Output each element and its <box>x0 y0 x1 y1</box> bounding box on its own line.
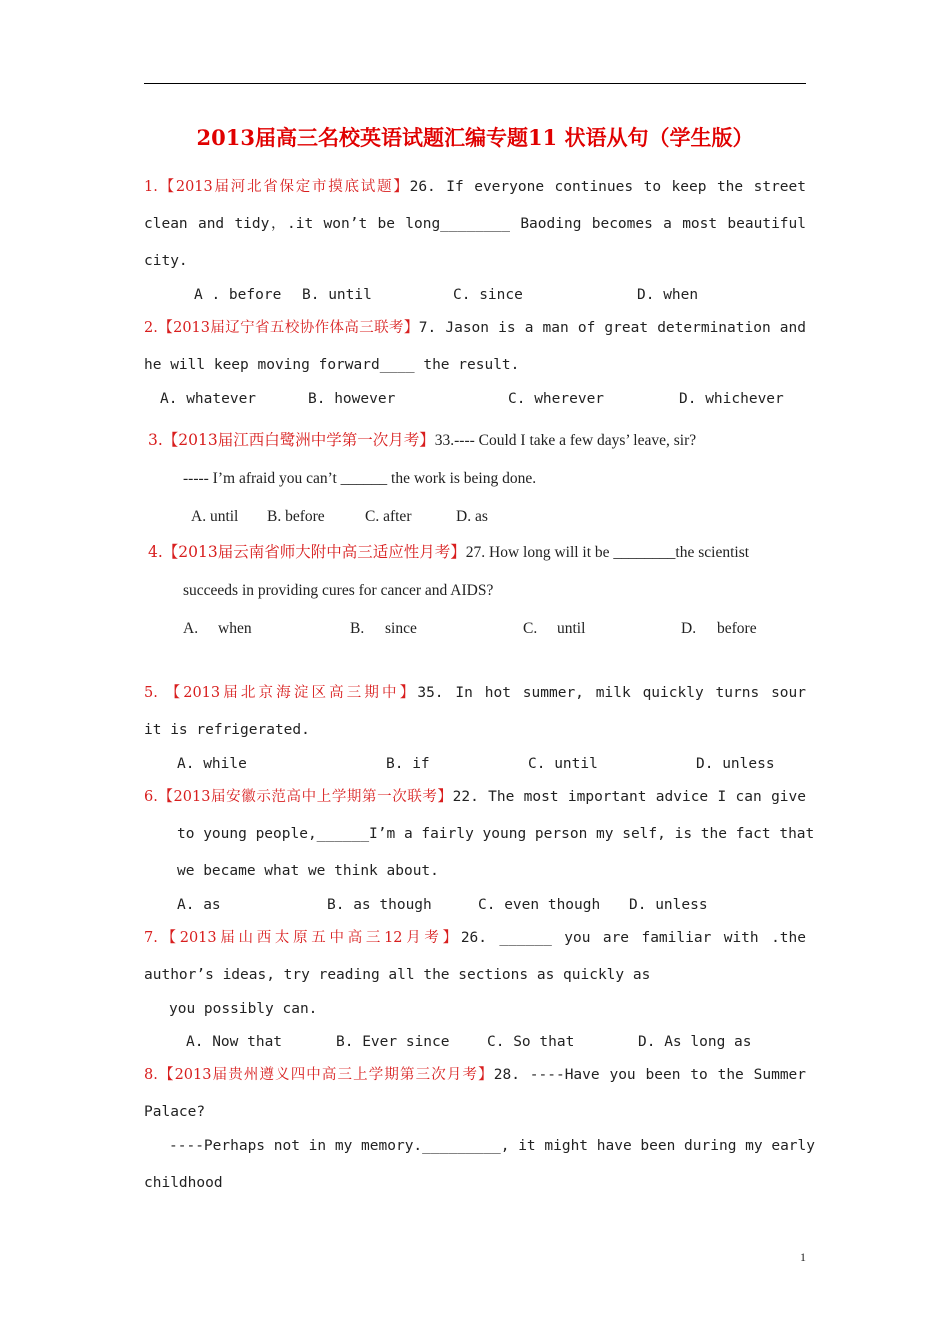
option-a: A . before <box>194 287 282 303</box>
question-8-source: 8.【2013届贵州遵义四中高三上学期第三次月考】 <box>144 1067 494 1083</box>
question-3-source: 3.【2013届江西白鹭洲中学第一次月考】 <box>148 431 435 449</box>
question-2-line-1: 2.【2013届辽宁省五校协作体高三联考】7. Jason is a man of great determination and <box>144 320 806 336</box>
option-b: B. if <box>386 756 430 772</box>
header-rule <box>144 83 806 84</box>
option-b: B. until <box>302 287 372 303</box>
option-d-letter: D. <box>681 620 697 637</box>
question-7-line-2: author’s ideas, try reading all the sections as quickly as <box>144 967 651 983</box>
question-8-line-3: ----Perhaps not in my memory._________, it might have been during my early <box>169 1138 816 1154</box>
option-d: D. whichever <box>679 391 784 407</box>
option-d: D. as <box>456 508 488 525</box>
option-a: A. as <box>177 897 221 913</box>
question-8-line-1: 8.【2013届贵州遵义四中高三上学期第三次月考】28. ----Have you been to the Summer <box>144 1067 807 1083</box>
option-a: A. Now that <box>186 1034 283 1050</box>
question-6-line-2: to young people,______I’m a fairly young person my self, is the fact that <box>177 826 815 842</box>
question-1-line-3: city. <box>144 253 188 269</box>
question-3-line-2: ----- I’m afraid you can’t ______ the work is being done. <box>183 470 537 487</box>
question-6-line-1: 6.【2013届安徽示范高中上学期第一次联考】22. The most important advice I can give <box>144 789 806 805</box>
option-a-letter: A. <box>183 620 199 637</box>
option-d: D. As long as <box>638 1034 752 1050</box>
option-d: D. unless <box>696 756 775 772</box>
question-4-line-2: succeeds in providing cures for cancer and AIDS? <box>183 582 494 599</box>
option-c-text: until <box>557 620 586 637</box>
option-b: B. before <box>267 508 325 525</box>
question-5-source: 5. 【2013届北京海淀区高三期中】 <box>144 685 418 701</box>
question-4-line-1: 4.【2013届云南省师大附中高三适应性月考】27. How long will it be ________the scientist <box>148 543 750 561</box>
question-6-line-3: we became what we think about. <box>177 863 439 879</box>
question-4-source: 4.【2013届云南省师大附中高三适应性月考】 <box>148 543 466 561</box>
option-d: D. when <box>637 287 699 303</box>
option-a-text: when <box>218 620 252 637</box>
option-c: C. since <box>453 287 523 303</box>
option-d-text: before <box>717 620 757 637</box>
option-c: C. after <box>365 508 412 525</box>
page-number: 1 <box>800 1250 806 1264</box>
option-b-text: since <box>385 620 417 637</box>
option-b: B. however <box>308 391 396 407</box>
question-2-line-2: he will keep moving forward____ the result. <box>144 357 520 373</box>
option-c: C. until <box>528 756 598 772</box>
question-8-line-4: childhood <box>144 1175 223 1191</box>
option-a: A. whatever <box>160 391 257 407</box>
option-a: A. while <box>177 756 247 772</box>
option-b-letter: B. <box>350 620 365 637</box>
question-5-line-1: 5. 【2013届北京海淀区高三期中】35. In hot summer, milk quickly turns sour <box>144 685 806 701</box>
question-7-source: 7.【2013届山西太原五中高三12月考】 <box>144 930 461 946</box>
question-3-line-1: 3.【2013届江西白鹭洲中学第一次月考】33.---- Could I take a few days’ leave, sir? <box>148 431 697 449</box>
option-c: C. wherever <box>508 391 605 407</box>
question-8-line-2: Palace? <box>144 1104 206 1120</box>
question-5-line-2: it is refrigerated. <box>144 722 310 738</box>
question-1-line-2: clean and tidy，.it won’t be long________ Baoding becomes a most beautiful <box>144 216 806 232</box>
option-d: D. unless <box>629 897 708 913</box>
option-c: C. So that <box>487 1034 575 1050</box>
question-7-line-1: 7.【2013届山西太原五中高三12月考】26. ______ you are familiar with .the <box>144 930 806 946</box>
option-b: B. Ever since <box>336 1034 450 1050</box>
question-7-line-3: you possibly can. <box>169 1001 318 1017</box>
option-a: A. until <box>191 508 239 525</box>
option-c-letter: C. <box>523 620 538 637</box>
question-2-source: 2.【2013届辽宁省五校协作体高三联考】 <box>144 320 419 336</box>
question-1-source: 1.【2013届河北省保定市摸底试题】 <box>144 179 410 195</box>
page-title: 2013届高三名校英语试题汇编专题11 状语从句（学生版） <box>196 125 754 150</box>
question-6-source: 6.【2013届安徽示范高中上学期第一次联考】 <box>144 789 453 805</box>
question-1-line-1: 1.【2013届河北省保定市摸底试题】26. If everyone continues to keep the street <box>144 179 806 195</box>
option-c: C. even though <box>478 897 601 913</box>
option-b: B. as though <box>327 897 432 913</box>
